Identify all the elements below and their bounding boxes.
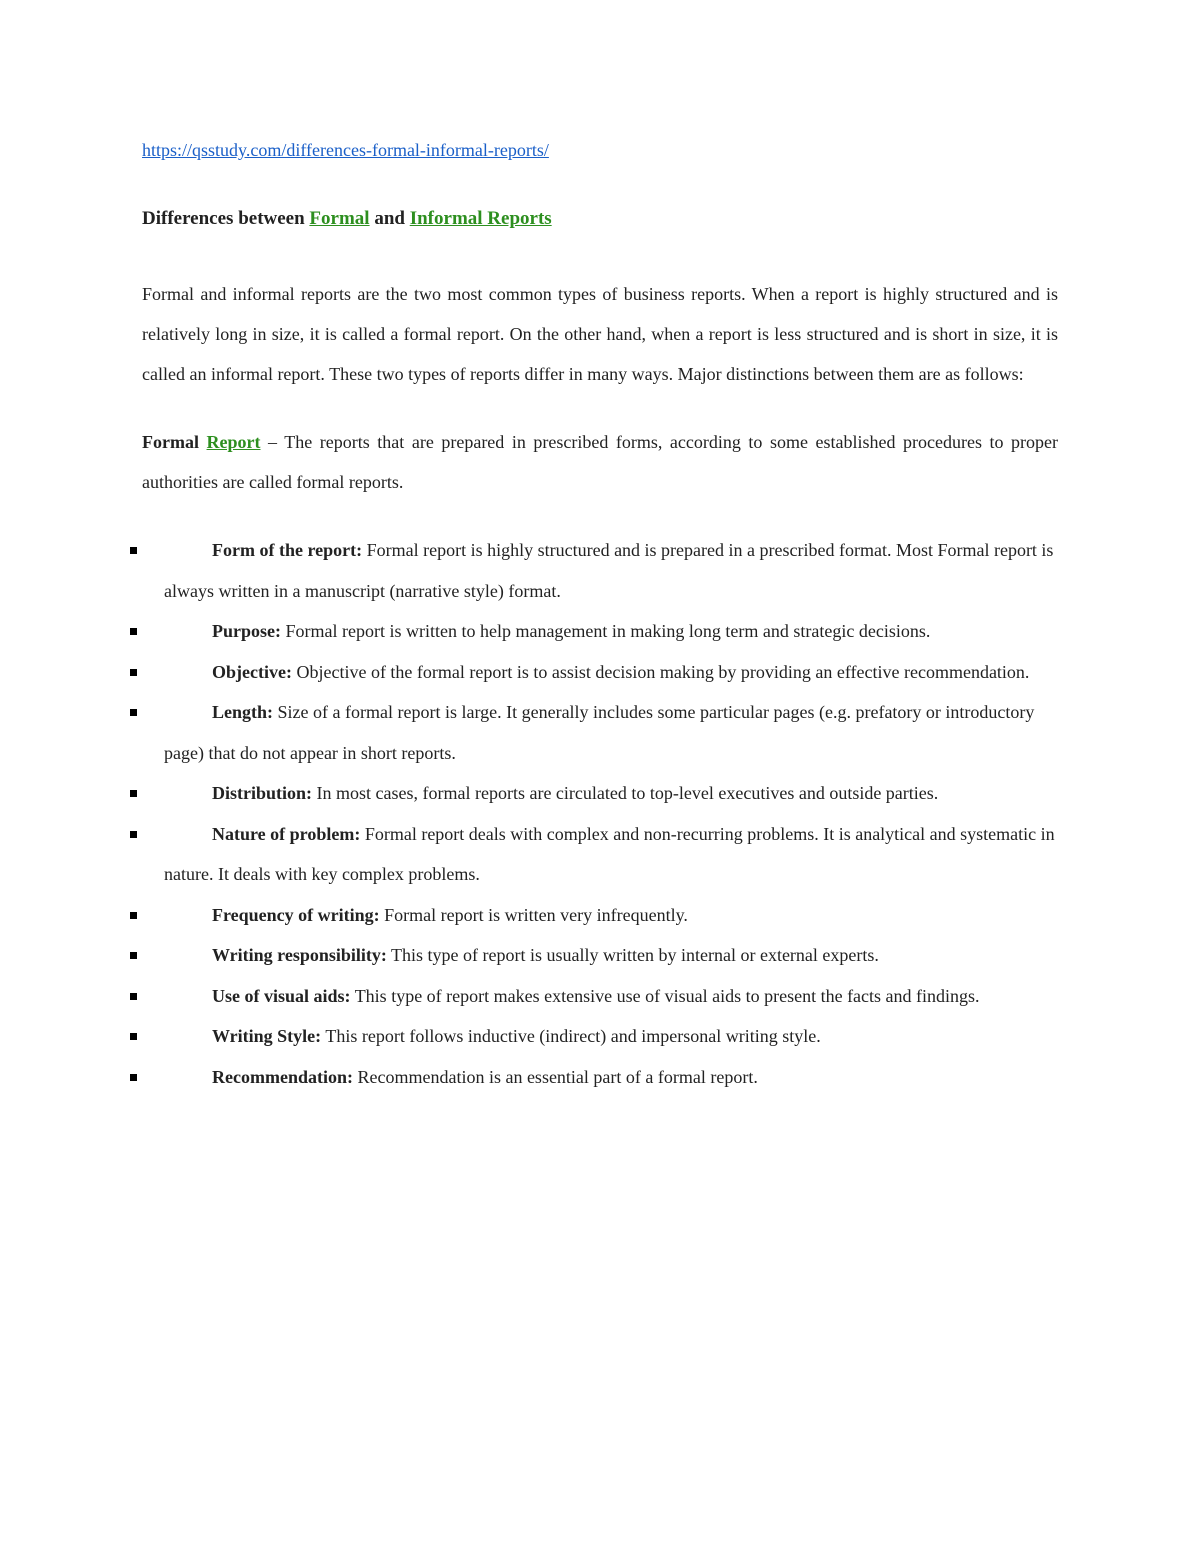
- square-bullet-icon: [130, 1033, 137, 1040]
- list-item-text: Formal report is written to help management in making long term and strategic decisions.: [281, 621, 931, 642]
- intro-paragraph: Formal and informal reports are the two most common types of business reports. When a report is highly structured and is relatively long in size, it is called a formal report. On the other hand, when a report is less structured and is short in size, it is called an informal report. These two types of reports differ in many ways. Major distinctions between them are as follows:: [142, 284, 1058, 385]
- formal-link[interactable]: Formal: [309, 207, 370, 229]
- square-bullet-icon: [130, 952, 137, 959]
- list-item-text: Recommendation is an essential part of a formal report.: [352, 1066, 758, 1087]
- square-bullet-icon: [130, 669, 137, 676]
- formal-definition-text: – The reports that are prepared in prescribed forms, according to some established procedures to proper authorities are called formal reports.: [142, 432, 1059, 493]
- list-item: [142, 1057, 1072, 1098]
- list-item: [142, 692, 1072, 773]
- square-bullet-icon: [130, 790, 137, 797]
- square-bullet-icon: [130, 709, 137, 716]
- list-item-text: Formal report is highly structured and is prepared in a prescribed format. Most Formal report is always written in a manuscript (narrative style) format.: [164, 540, 1054, 601]
- list-item: [142, 773, 1072, 814]
- list-item-term: Purpose:: [212, 621, 281, 642]
- formal-report-definition: [142, 422, 1058, 502]
- square-bullet-icon: [130, 912, 137, 919]
- list-item-text: Objective of the formal report is to assist decision making by providing an effective recommendation.: [291, 661, 1030, 682]
- list-item-term: Frequency of writing:: [212, 904, 380, 925]
- list-item: [142, 530, 1072, 611]
- square-bullet-icon: [130, 831, 137, 838]
- square-bullet-icon: [130, 1074, 137, 1081]
- list-item: [142, 935, 1072, 976]
- list-item-text: Formal report deals with complex and non-recurring problems. It is analytical and systematic in nature. It deals with key complex problems.: [164, 823, 1055, 885]
- list-item-term: Use of visual aids:: [212, 985, 351, 1006]
- list-item: [142, 814, 1072, 895]
- list-item-term: Objective:: [212, 661, 292, 682]
- formal-report-characteristics-list: [142, 530, 1072, 1097]
- list-item-text: This type of report is usually written by internal or external experts.: [386, 945, 879, 966]
- title-middle: and: [369, 207, 410, 229]
- square-bullet-icon: [130, 628, 137, 635]
- report-link[interactable]: Report: [206, 432, 261, 453]
- square-bullet-icon: [130, 993, 137, 1000]
- document-title: [142, 208, 1058, 231]
- square-bullet-icon: [130, 547, 137, 554]
- list-item-text: This report follows inductive (indirect) and impersonal writing style.: [321, 1026, 821, 1047]
- list-item-term: Recommendation:: [212, 1066, 353, 1087]
- informal-reports-link[interactable]: Informal Reports: [409, 207, 552, 229]
- list-item-term: Writing Style:: [212, 1026, 322, 1047]
- list-item-term: Length:: [212, 702, 274, 723]
- list-item-term: Distribution:: [212, 783, 313, 804]
- list-item-term: Writing responsibility:: [212, 945, 387, 966]
- list-item-term: Nature of problem:: [212, 823, 361, 844]
- list-item: [142, 1016, 1072, 1057]
- list-item-term: Form of the report:: [212, 540, 363, 561]
- list-item: [142, 976, 1072, 1017]
- list-item: [142, 652, 1072, 693]
- list-item-text: This type of report makes extensive use of visual aids to present the facts and findings.: [350, 985, 980, 1006]
- list-item-text: Formal report is written very infrequently.: [379, 904, 688, 925]
- list-item: [142, 895, 1072, 936]
- list-item-text: Size of a formal report is large. It generally includes some particular pages (e.g. prefatory or introductory page) that do not appear in short reports.: [164, 702, 1035, 763]
- source-url-link[interactable]: https://qsstudy.com/differences-formal-informal-reports/: [142, 140, 549, 160]
- document-page: [142, 140, 1058, 1097]
- title-prefix: Differences between: [142, 207, 310, 229]
- formal-lead: Formal: [142, 432, 199, 453]
- list-item: [142, 611, 1072, 652]
- list-item-text: In most cases, formal reports are circulated to top-level executives and outside parties.: [312, 783, 939, 804]
